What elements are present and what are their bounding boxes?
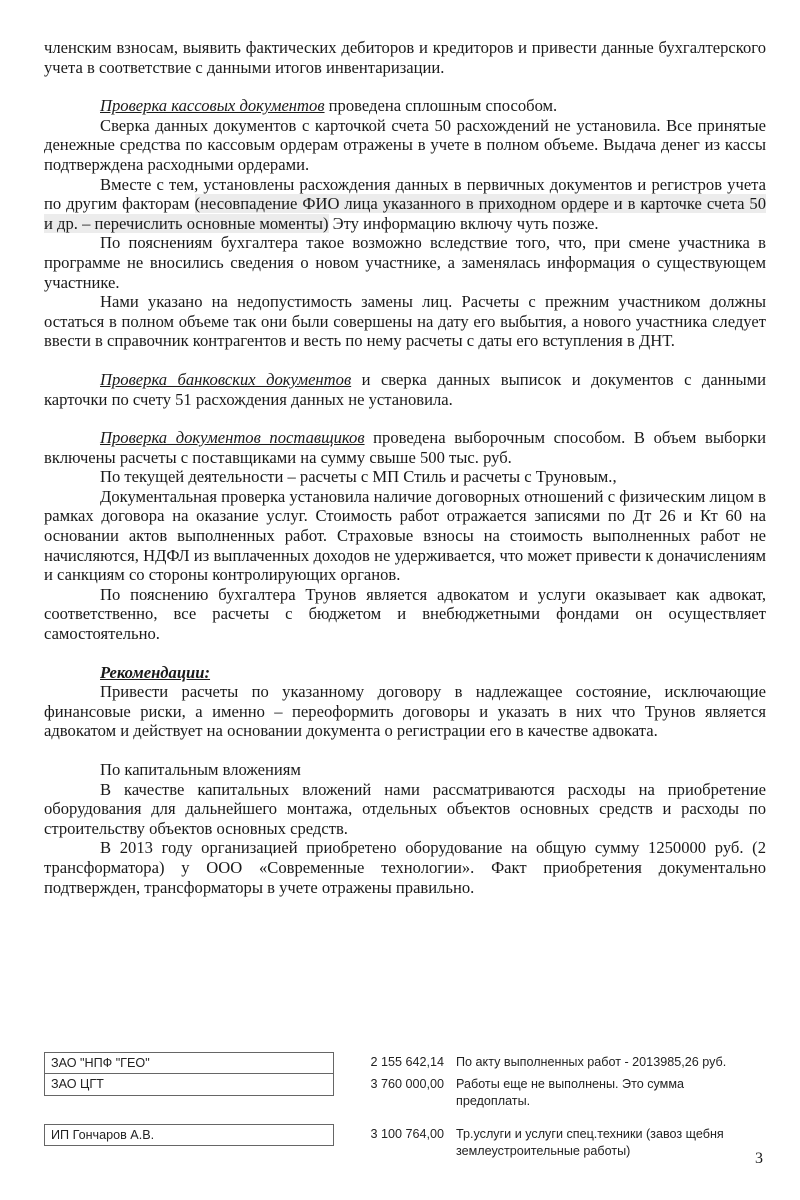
table-cell-name: ИП Гончаров А.В. — [44, 1124, 334, 1146]
heading-cash-check: Проверка кассовых документов — [100, 96, 325, 116]
paragraph-recommendation: Привести расчеты по указанному договору в надлежащее состояние, исключающие финансовые риски, а именно – переоформить договоры и указать в них что Трунов является адвокатом и действует на основании документа о регистрации его в качестве адвоката. — [44, 682, 766, 741]
table-cell-name: ЗАО "НПФ "ГЕО" — [44, 1052, 334, 1074]
paragraph-replacement-notice: Нами указано на недопустимость замены лиц. Расчеты с прежним участником должны остаться в полном объеме так они были совершены на дату его выбытия, а нового участника следует ввести в справочник контрагентов и весть по нему расчеты с даты его вступления в ДНТ. — [44, 292, 766, 351]
table-row — [44, 1124, 769, 1160]
paragraph-accountant-explanation: По пояснениям бухгалтера такое возможно вследствие того, что, при смене участника в программе не вносились сведения о новом участнике, а заменялась информация о существующем участнике. — [44, 233, 766, 292]
heading-bank-check: Проверка банковских документов — [100, 369, 352, 389]
paragraph-discrepancies: Вместе с тем, установлены расхождения данных в первичных документов и регистров учета по другим факторам (несовпадение ФИО лица указанного в приходном ордере и в карточке счета 50 и др. – перечислить основные моменты) Эту информацию включу чуть позже. — [44, 174, 766, 233]
table-row — [44, 1052, 769, 1074]
table-cell-amount: 2 155 642,14 — [370, 1055, 444, 1069]
paragraph-account-50: Сверка данных документов с карточкой счета 50 расхождений не установила. Все принятые денежные средства по кассовым ордерам отражены в учете в полном объеме. Выдача денег из кассы подтверждена расходными ордерами. — [44, 115, 766, 174]
paragraph-cash-check: Проверка кассовых документов проведена сплошным способом. — [100, 96, 558, 116]
highlighted-note: (несовпадение ФИО лица указанного в приходном ордере и в карточке счета 50 и др. – перечислить основные моменты) — [44, 194, 766, 233]
table-cell-note: По акту выполненных работ - 2013985,26 руб. — [456, 1055, 727, 1069]
paragraph-current-activity: По текущей деятельности – расчеты с МП Стиль и расчеты с Труновым., — [100, 467, 617, 487]
paragraph-bank-check: Проверка банковских документов и сверка данных выписок и документов с данными карточки по счету 51 расхождения данных не установила. — [44, 369, 766, 409]
table-row — [44, 1074, 769, 1110]
paragraph-capital-investments-title: По капитальным вложениям — [100, 760, 301, 779]
paragraph-suppliers-check: Проверка документов поставщиков проведена выборочным способом. В объем выборки включены расчеты с поставщиками на сумму свыше 500 тыс. руб. — [44, 428, 766, 467]
table-cell-note: Работы еще не выполнены. Это сумма предоплаты. — [456, 1077, 684, 1108]
paragraph-trunov-explanation: По пояснению бухгалтера Трунов является адвокатом и услуги оказывает как адвокат, соответственно, все расчеты с бюджетом и внебюджетными фондами он осуществляет самостоятельно. — [44, 584, 766, 644]
paragraph-capital-investments: В качестве капитальных вложений нами рассматриваются расходы на приобретение оборудования для дальнейшего монтажа, отдельных объектов основных средств и расходы по строительству объектов основных средств. — [44, 779, 766, 838]
paragraph-membership-fees: членским взносам, выявить фактических дебиторов и кредиторов и привести данные бухгалтерского учета в соответствие с данными итогов инвентаризации. — [44, 38, 766, 77]
table-cell-amount: 3 760 000,00 — [370, 1077, 444, 1091]
recommendations-heading: Рекомендации: — [100, 662, 211, 682]
paragraph-transformers: В 2013 году организацией приобретено оборудование на общую сумму 1250000 руб. (2 трансформатора) у ООО «Современные технологии». Факт приобретения документально подтвержден, трансформаторы в учете отражены правильно. — [44, 838, 766, 897]
table-cell-note: Тр.услуги и услуги спец.техники (завоз щебня землеустроительные работы) — [456, 1127, 724, 1158]
table-cell-name: ЗАО ЦГТ — [44, 1074, 334, 1096]
page-number: 3 — [755, 1150, 763, 1167]
paragraph-documentary-check: Документальная проверка установила наличие договорных отношений с физическим лицом в рамках договора на оказание услуг. Стоимость работ отражается записями по Дт 26 и Кт 60 на основании актов выполненных работ. Страховые взносы на стоимость выполненных работ не начисляются, НДФЛ из выплаченных доходов не удерживается, что может привести к доначислениям и санкциям со стороны контролирующих органов. — [44, 486, 766, 585]
heading-suppliers-check: Проверка документов поставщиков — [100, 428, 365, 448]
counterparties-table — [44, 1052, 769, 1160]
table-cell-amount: 3 100 764,00 — [370, 1127, 444, 1141]
document-body — [44, 38, 766, 897]
